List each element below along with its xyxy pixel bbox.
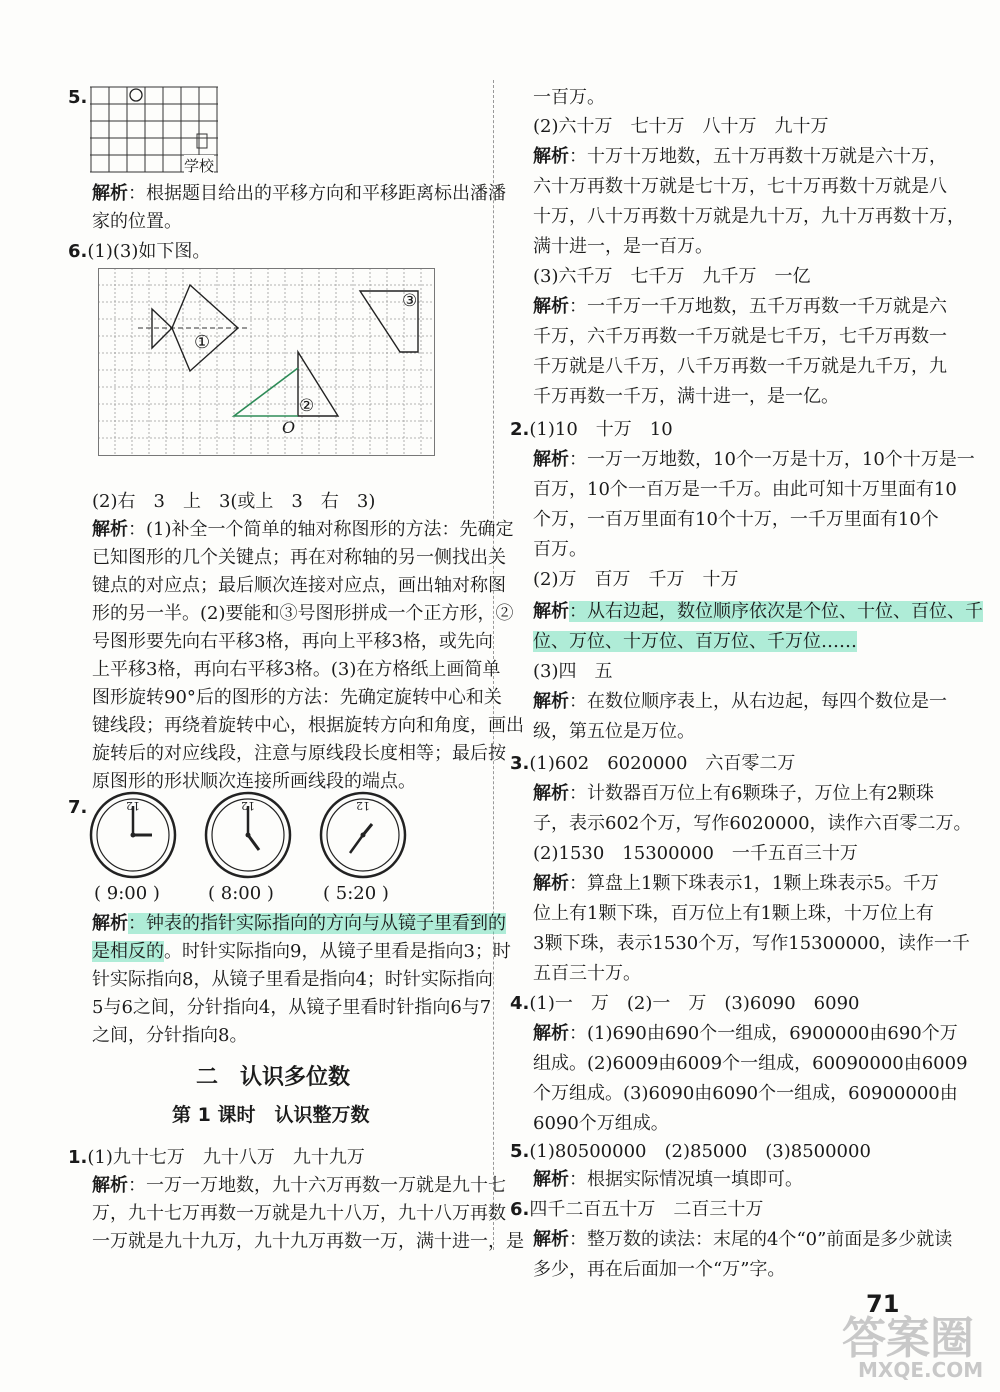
explanation-line: 形的另一半。(2)要能和③号图形拼成一个正方形，② bbox=[92, 603, 514, 624]
explanation-line: 解析：钟表的指针实际指向的方向与从镜子里看到的 bbox=[92, 913, 506, 934]
question-number: 7. bbox=[68, 797, 88, 818]
explanation-line: 是相反的。时针实际指向9，从镜子里看是指向3；时 bbox=[92, 941, 511, 962]
explanation-line: 图形旋转90°后的图形的方法：先确定旋转中心和关 bbox=[92, 687, 502, 708]
explanation-line: 解析：整万数的读法：末尾的4个“0”前面是多少就读 bbox=[533, 1229, 953, 1250]
explanation-line: 位、万位、十万位、百万位、千万位…… bbox=[533, 631, 857, 652]
text-line: 一百万。 bbox=[533, 87, 605, 108]
explanation-line: 解析：一万一万地数，九十六万再数一万就是九十七 bbox=[92, 1175, 506, 1196]
clock-1 bbox=[88, 790, 178, 880]
clock-numeral: 12 bbox=[126, 799, 140, 812]
label-circle-1: ① bbox=[194, 332, 211, 353]
explanation-line: 个万，一百万里面有10个十万，一千万里面有10个 bbox=[533, 509, 939, 530]
explanation-line: 组成。(2)6009由6009个一组成，60090000由6009 bbox=[533, 1053, 968, 1074]
lesson-title: 第 1 课时 认识整万数 bbox=[172, 1104, 370, 1126]
explanation-line: 原图形的形状顺次连接所画线段的端点。 bbox=[92, 771, 416, 792]
explanation-line: 键点的对应点；最后顺次连接对应点，画出轴对称图 bbox=[92, 575, 506, 596]
clock-caption: ( 5:20 ) bbox=[323, 883, 389, 904]
explanation-line: 个万组成。(3)6090由6090个一组成，60900000由 bbox=[533, 1083, 958, 1104]
explanation-line: 针实际指向8，从镜子里看是指向4；时针实际指向 bbox=[92, 969, 493, 990]
explanation-line: 百万，10个一百万是一千万。由此可知十万里面有10 bbox=[533, 479, 957, 500]
explanation-line: 解析：算盘上1颗下珠表示1，1颗上珠表示5。千万 bbox=[533, 873, 939, 894]
home-marker bbox=[130, 89, 142, 101]
explanation-line: 级，第五位是万位。 bbox=[533, 721, 695, 742]
clock-caption: ( 8:00 ) bbox=[208, 883, 274, 904]
watermark-logo: 答案圈 bbox=[842, 1313, 974, 1364]
clock-numeral: 12 bbox=[356, 799, 370, 812]
explanation-line: 已知图形的几个关键点；再在对称轴的另一侧找出关 bbox=[92, 547, 506, 568]
q1-head: 1.(1)九十七万 九十八万 九十九万 bbox=[68, 1147, 365, 1168]
answer-line: (3)六千万 七千万 九千万 一亿 bbox=[533, 266, 811, 287]
clock-numeral: 12 bbox=[241, 799, 255, 812]
q5-head: 5.(1)80500000 (2)85000 (3)8500000 bbox=[510, 1141, 871, 1162]
explanation-line: 键线段；再绕着旋转中心，根据旋转方向和角度，画出 bbox=[92, 715, 524, 736]
explanation-line: 万，九十七万再数一万就是九十八万，九十八万再数 bbox=[92, 1203, 506, 1224]
explanation-line: 解析：根据题目给出的平移方向和平移距离标出潘潘 bbox=[92, 183, 506, 204]
q6-answer2: (2)右 3 上 3(或上 3 右 3) bbox=[92, 491, 376, 512]
explanation-line: 解析：(1)690由690个一组成，6900000由690个万 bbox=[533, 1023, 958, 1044]
explanation-line: 六十万再数十万就是七十万，七十万再数十万就是八 bbox=[533, 176, 947, 197]
explanation-line: 家的位置。 bbox=[92, 211, 182, 232]
explanation-line: 解析：十万十万地数，五十万再数十万就是六十万， bbox=[533, 146, 947, 167]
explanation-line: 3颗下珠，表示1530个万，写作15300000，读作一千 bbox=[533, 933, 970, 954]
explanation-line: 解析：从右边起，数位顺序依次是个位、十位、百位、千 bbox=[533, 601, 983, 622]
q6-head: 6.(1)(3)如下图。 bbox=[68, 241, 211, 262]
grid-figure bbox=[98, 268, 438, 458]
explanation-line: 解析：根据实际情况填一填即可。 bbox=[533, 1169, 803, 1190]
explanation-line: 位上有1颗下珠，百万位上有1颗上珠，十万位上有 bbox=[533, 903, 934, 924]
explanation-line: 千万就是八千万，八千万再数一千万就是九千万，九 bbox=[533, 356, 947, 377]
answer-line: (2)1530 15300000 一千五百三十万 bbox=[533, 843, 858, 864]
explanation-line: 五百三十万。 bbox=[533, 963, 641, 984]
explanation-line: 解析：一万一万地数，10个一万是十万，10个十万是一 bbox=[533, 449, 975, 470]
explanation-line: 解析：在数位顺序表上，从右边起，每四个数位是一 bbox=[533, 691, 947, 712]
q2-head: 2.(1)10 十万 10 bbox=[510, 419, 673, 440]
clock-caption: ( 9:00 ) bbox=[94, 883, 160, 904]
clock-2 bbox=[203, 790, 293, 880]
clock-3 bbox=[318, 790, 408, 880]
page-number: 71 bbox=[866, 1290, 900, 1318]
explanation-line: 号图形要先向右平移3格，再向上平移3格，或先向 bbox=[92, 631, 493, 652]
label-circle-2: ② bbox=[299, 396, 315, 416]
explanation-line: 十万，八十万再数十万就是九十万，九十万再数十万， bbox=[533, 206, 965, 227]
explanation-line: 百万。 bbox=[533, 539, 587, 560]
q3-head: 3.(1)602 6020000 六百零二万 bbox=[510, 753, 796, 774]
explanation-line: 一万就是九十九万，九十九万再数一万，满十进一，是 bbox=[92, 1231, 524, 1252]
explanation-line: 上平移3格，再向右平移3格。(3)在方格纸上画简单 bbox=[92, 659, 501, 680]
explanation-line: 之间，分针指向8。 bbox=[92, 1025, 248, 1046]
section-title: 二 认识多位数 bbox=[196, 1065, 351, 1090]
explanation-line: 满十进一，是一百万。 bbox=[533, 236, 713, 257]
answer-line: (3)四 五 bbox=[533, 661, 613, 682]
label-circle-3: ③ bbox=[402, 291, 418, 311]
explanation-line: 解析：(1)补全一个简单的轴对称图形的方法：先确定 bbox=[92, 519, 514, 540]
explanation-line: 解析：一千万一千万地数，五千万再数一千万就是六 bbox=[533, 296, 947, 317]
explanation-line: 6090个万组成。 bbox=[533, 1113, 669, 1134]
q6-head: 6.四千二百五十万 二百三十万 bbox=[510, 1199, 764, 1220]
shape-2-translated bbox=[234, 368, 298, 416]
explanation-line: 千万，六千万再数一千万就是七千万，七千万再数一 bbox=[533, 326, 947, 347]
explanation-line: 解析：计数器百万位上有6颗珠子，万位上有2颗珠 bbox=[533, 783, 934, 804]
watermark-url: MXQE.COM bbox=[858, 1358, 984, 1382]
explanation-line: 千万再数一千万，满十进一，是一亿。 bbox=[533, 386, 839, 407]
answer-line: (2)万 百万 千万 十万 bbox=[533, 569, 739, 590]
explanation-line: 多少，再在后面加一个“万”字。 bbox=[533, 1259, 786, 1280]
label-o: O bbox=[282, 418, 296, 437]
school-label: 学校 bbox=[184, 157, 215, 175]
q4-head: 4.(1)一 万 (2)一 万 (3)6090 6090 bbox=[510, 993, 860, 1014]
explanation-line: 子，表示602个万，写作6020000，读作六百零二万。 bbox=[533, 813, 972, 834]
answer-line: (2)六十万 七十万 八十万 九十万 bbox=[533, 116, 829, 137]
question-number: 5. bbox=[68, 87, 88, 108]
explanation-line: 旋转后的对应线段，注意与原线段长度相等；最后按 bbox=[92, 743, 506, 764]
explanation-line: 5与6之间，分针指向4，从镜子里看时针指向6与7 bbox=[92, 997, 492, 1018]
